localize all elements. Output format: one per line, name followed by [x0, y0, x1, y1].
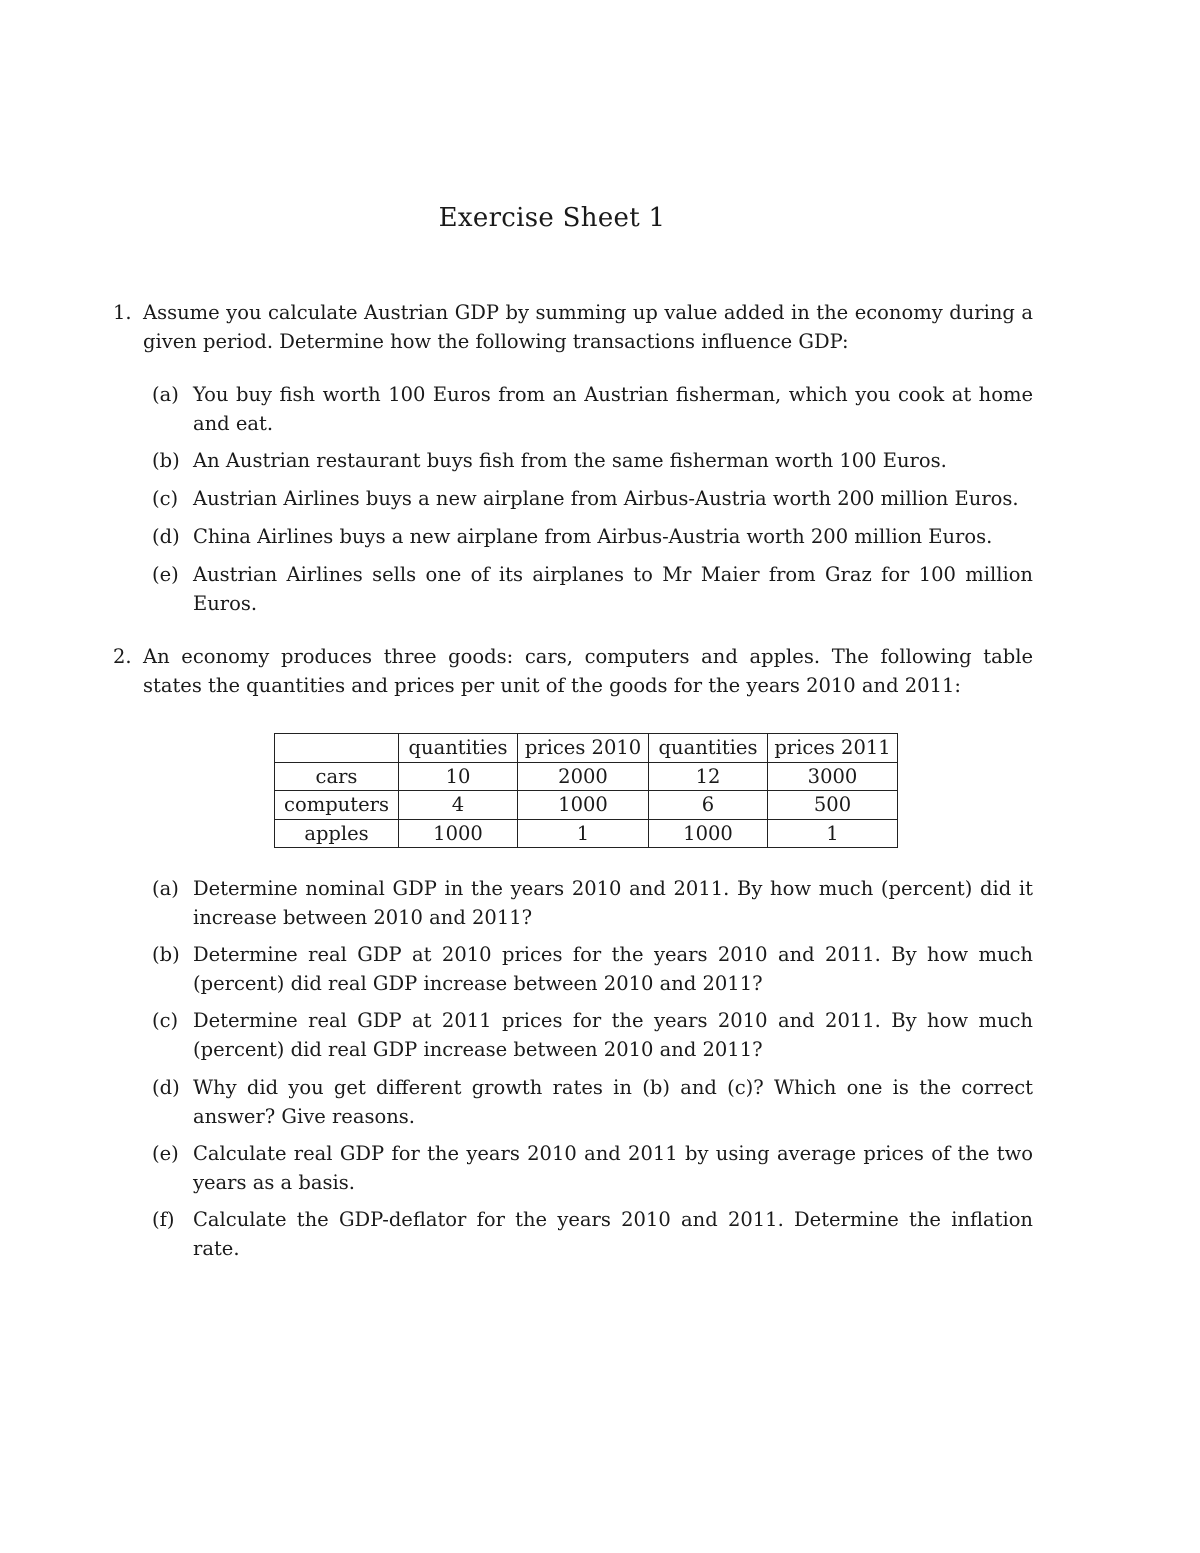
question-2-item-c: [152, 1007, 1033, 1064]
item-label: (d): [152, 1076, 180, 1099]
item-text: Why did you get different growth rates in (b) and (c)? Which one is the correct answer? Give reasons.: [193, 1076, 1033, 1128]
table-cell: 1: [518, 819, 649, 848]
item-label: (b): [152, 943, 180, 966]
item-text: China Airlines buys a new airplane from Airbus-Austria worth 200 million Euros.: [193, 525, 993, 548]
question-1-item-d: [152, 523, 1033, 552]
goods-table: [274, 733, 898, 848]
question-1-item-c: [152, 485, 1033, 514]
item-label: (a): [152, 877, 179, 900]
question-1-number: 1.: [113, 301, 132, 324]
item-text: Determine real GDP at 2010 prices for the years 2010 and 2011. By how much (percent) did real GDP increase between 2010 and 2011?: [193, 943, 1033, 995]
item-text: Determine nominal GDP in the years 2010 and 2011. By how much (percent) did it increase between 2010 and 2011?: [193, 877, 1033, 929]
table-cell: 500: [768, 791, 898, 820]
item-label: (a): [152, 383, 179, 406]
item-text: Calculate real GDP for the years 2010 and 2011 by using average prices of the two years as a basis.: [193, 1142, 1033, 1194]
table-header-cell: [275, 734, 399, 763]
question-2-item-a: [152, 875, 1033, 932]
item-label: (c): [152, 487, 179, 510]
item-text: Austrian Airlines buys a new airplane from Airbus-Austria worth 200 million Euros.: [193, 487, 1019, 510]
question-1-item-b: [152, 447, 1033, 476]
question-2-item-b: [152, 941, 1033, 998]
item-label: (d): [152, 525, 180, 548]
table-row: [275, 762, 898, 791]
table-row: [275, 791, 898, 820]
question-1-item-e: [152, 561, 1033, 618]
item-label: (e): [152, 1142, 179, 1165]
question-2: [113, 643, 1033, 700]
table-cell: 1000: [649, 819, 768, 848]
table-cell: 2000: [518, 762, 649, 791]
table-cell: apples: [275, 819, 399, 848]
question-2-item-e: [152, 1140, 1033, 1197]
item-label: (f): [152, 1208, 175, 1231]
item-label: (b): [152, 449, 180, 472]
table-cell: 3000: [768, 762, 898, 791]
table-header-cell: prices 2011: [768, 734, 898, 763]
table-header-cell: quantities: [399, 734, 518, 763]
item-text: Calculate the GDP-deflator for the years 2010 and 2011. Determine the inflation rate.: [193, 1208, 1033, 1260]
item-text: You buy fish worth 100 Euros from an Austrian fisherman, which you cook at home and eat.: [193, 383, 1033, 435]
question-2-item-d: [152, 1074, 1033, 1131]
item-text: Austrian Airlines sells one of its airplanes to Mr Maier from Graz for 100 million Euros.: [193, 563, 1033, 615]
table-cell: 4: [399, 791, 518, 820]
table-cell: cars: [275, 762, 399, 791]
table-cell: 1000: [518, 791, 649, 820]
item-label: (c): [152, 1009, 179, 1032]
question-1: [113, 299, 1033, 356]
item-text: An Austrian restaurant buys fish from the same fisherman worth 100 Euros.: [193, 449, 947, 472]
question-1-text: Assume you calculate Austrian GDP by summing up value added in the economy during a given period. Determine how the following transactions influence GDP:: [143, 301, 1033, 353]
question-2-text: An economy produces three goods: cars, computers and apples. The following table states the quantities and prices per unit of the goods for the years 2010 and 2011:: [143, 645, 1033, 697]
question-2-number: 2.: [113, 645, 132, 668]
page-title: Exercise Sheet 1: [438, 203, 666, 233]
question-1-item-a: [152, 381, 1033, 438]
table-cell: 6: [649, 791, 768, 820]
question-2-item-f: [152, 1206, 1033, 1263]
item-label: (e): [152, 563, 179, 586]
table-cell: 10: [399, 762, 518, 791]
table-cell: 1000: [399, 819, 518, 848]
table-cell: computers: [275, 791, 399, 820]
table-row: [275, 819, 898, 848]
table-cell: 12: [649, 762, 768, 791]
table-header-cell: prices 2010: [518, 734, 649, 763]
table-header-row: [275, 734, 898, 763]
table-header-cell: quantities: [649, 734, 768, 763]
table-cell: 1: [768, 819, 898, 848]
item-text: Determine real GDP at 2011 prices for the years 2010 and 2011. By how much (percent) did real GDP increase between 2010 and 2011?: [193, 1009, 1033, 1061]
